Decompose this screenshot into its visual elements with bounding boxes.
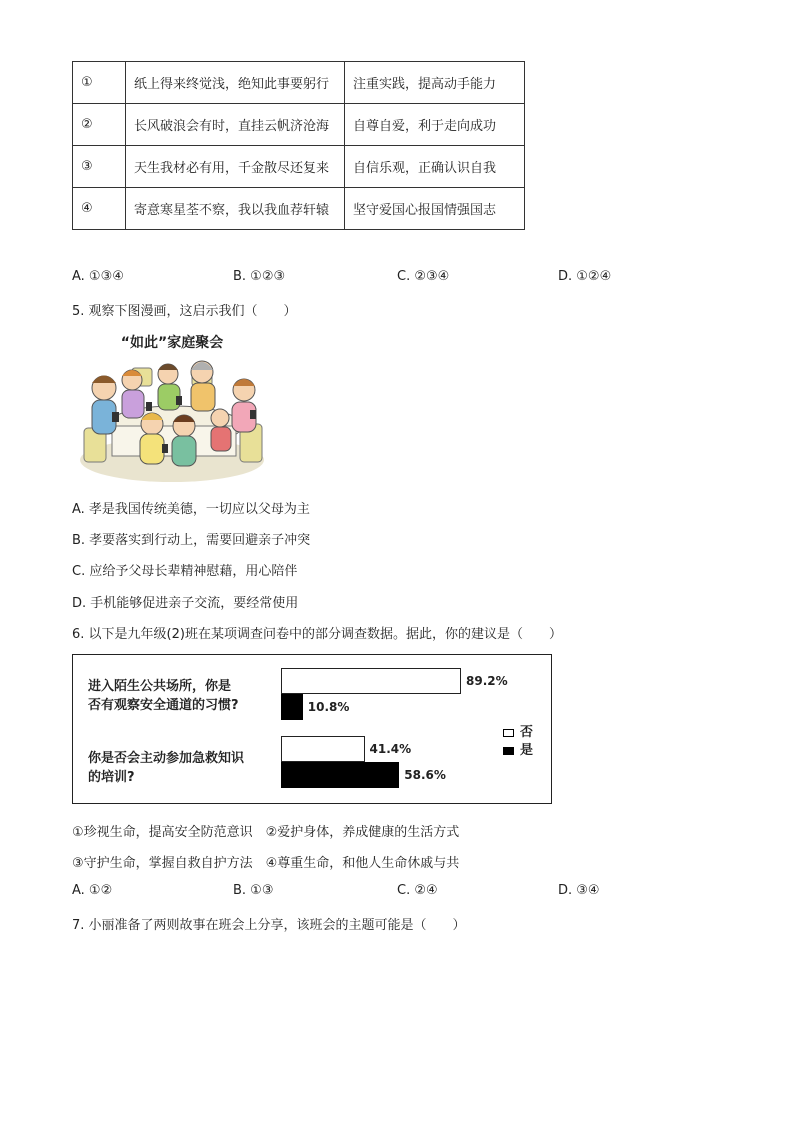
chart-category-label-1-line-1: 进入陌生公共场所，你是	[88, 679, 232, 694]
legend-no-swatch	[503, 729, 514, 737]
q5-stem: 5. 观察下图漫画，这启示我们（ ）	[72, 304, 297, 319]
q6-statements-line-1: ①珍视生命，提高安全防范意识 ②爱护身体，养成健康的生活方式	[72, 825, 460, 840]
q4-table-row	[73, 188, 525, 230]
q4-option-c[interactable]: C. ②③④	[397, 269, 450, 284]
data-label-no-1: 89.2%	[466, 674, 508, 688]
q4-row-meaning: 注重实践，提高动手能力	[345, 62, 525, 104]
q4-row-verse: 天生我材必有用，千金散尽还复来	[126, 146, 345, 188]
data-label-yes-1: 10.8%	[307, 700, 350, 714]
family-gathering-comic	[72, 328, 272, 488]
q4-option-a[interactable]: A. ①③④	[72, 269, 124, 284]
bar-no-1	[281, 668, 461, 694]
q4-option-d[interactable]: D. ①②④	[558, 269, 612, 284]
q4-row-number: ②	[73, 104, 126, 146]
legend-yes-swatch	[503, 747, 514, 755]
q4-row-verse: 长风破浪会有时，直挂云帆济沧海	[126, 104, 345, 146]
legend-yes-label: 是	[520, 743, 534, 758]
q6-option-c[interactable]: C. ②④	[397, 883, 438, 898]
q4-table-row	[73, 104, 525, 146]
comic-title: “如此”家庭聚会	[120, 335, 224, 351]
legend-yes	[503, 739, 533, 758]
chart-category-label-2-line-2: 的培训?	[88, 770, 135, 785]
chart-category-label-2	[88, 749, 244, 787]
q4-table-row	[73, 62, 525, 104]
q4-row-number: ④	[73, 188, 126, 230]
q6-option-a[interactable]: A. ①②	[72, 883, 113, 898]
q5-option-d[interactable]: D. 手机能够促进亲子交流，要经常使用	[72, 596, 299, 611]
data-label-yes-2: 58.6%	[404, 768, 446, 782]
q5-option-b[interactable]: B. 孝要落实到行动上，需要回避亲子冲突	[72, 533, 311, 548]
legend-no	[503, 721, 533, 740]
chart-category-label-1-line-2: 否有观察安全通道的习惯?	[88, 698, 239, 713]
q6-option-b[interactable]: B. ①③	[233, 883, 274, 898]
bar-no-2	[281, 736, 365, 762]
q4-row-meaning: 自信乐观，正确认识自我	[345, 146, 525, 188]
q6-stem: 6. 以下是九年级(2)班在某项调查问卷中的部分调查数据。据此，你的建议是（ ）	[72, 627, 562, 642]
q4-row-verse: 纸上得来终觉浅，绝知此事要躬行	[126, 62, 345, 104]
q5-option-a[interactable]: A. 孝是我国传统美德，一切应以父母为主	[72, 502, 310, 517]
survey-bar-chart	[72, 654, 552, 804]
q4-table	[72, 61, 525, 230]
q7-stem: 7. 小丽准备了两则故事在班会上分享，该班会的主题可能是（ ）	[72, 918, 466, 933]
q4-row-number: ③	[73, 146, 126, 188]
chart-category-label-1	[88, 677, 239, 715]
q4-row-number: ①	[73, 62, 126, 104]
data-label-no-2: 41.4%	[369, 742, 412, 756]
chart-category-label-2-line-1: 你是否会主动参加急救知识	[88, 751, 245, 766]
q6-option-d[interactable]: D. ③④	[558, 883, 600, 898]
q4-table-row	[73, 146, 525, 188]
bar-yes-1	[281, 694, 303, 720]
q4-row-meaning: 坚守爱国心报国情强国志	[345, 188, 525, 230]
bar-yes-2	[281, 762, 399, 788]
q4-option-b[interactable]: B. ①②③	[233, 269, 286, 284]
q5-option-c[interactable]: C. 应给予父母长辈精神慰藉，用心陪伴	[72, 564, 298, 579]
legend-no-label: 否	[520, 725, 534, 740]
q4-row-meaning: 自尊自爱，利于走向成功	[345, 104, 525, 146]
comic-illustration	[72, 328, 272, 488]
q6-statements-line-2: ③守护生命，掌握自救自护方法 ④尊重生命，和他人生命休戚与共	[72, 856, 460, 871]
q4-row-verse: 寄意寒星荃不察，我以我血荐轩辕	[126, 188, 345, 230]
